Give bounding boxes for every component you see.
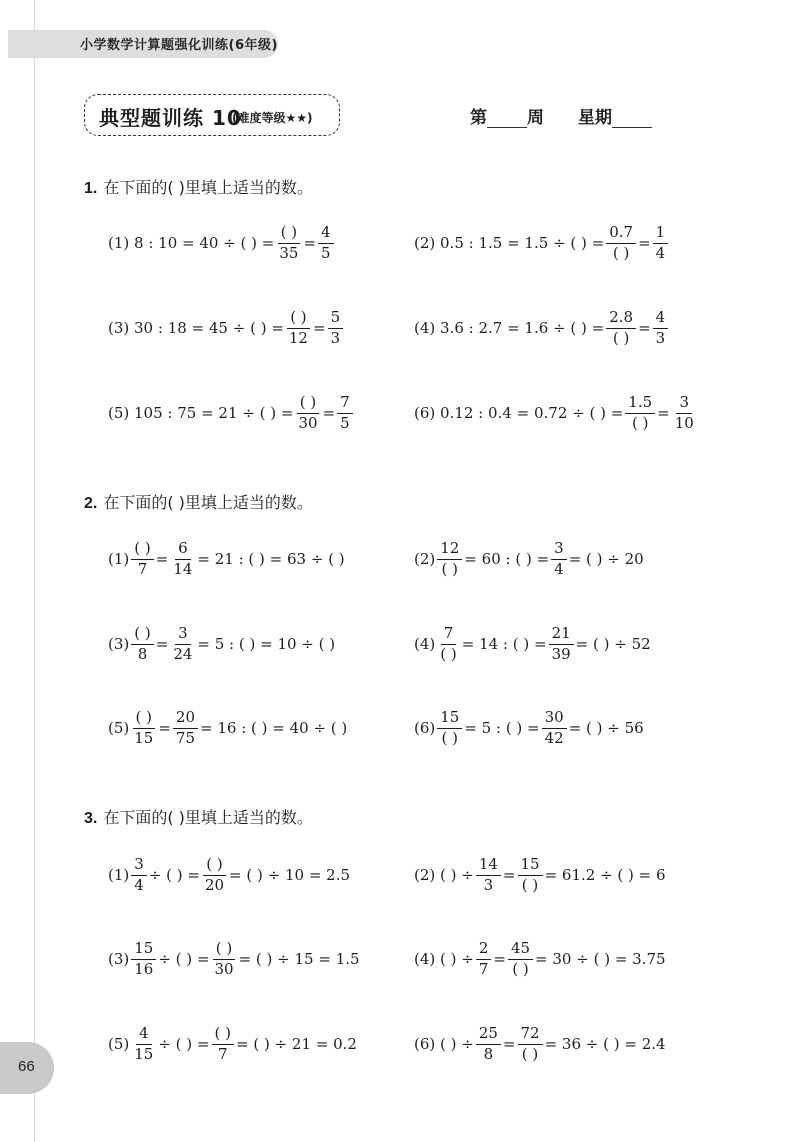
q3-problem-6 — [414, 1018, 666, 1070]
equation-text: (4) 3.6 : 2.7 = 1.6 ÷ ( ) = — [414, 319, 605, 337]
equation-text: = — [155, 635, 169, 653]
denominator: 15 — [134, 1044, 154, 1063]
equation-text: (1) — [108, 550, 130, 568]
denominator: ( ) — [612, 243, 630, 262]
fraction — [170, 540, 195, 578]
equation-text: = ( ) ÷ 21 = 0.2 — [235, 1035, 357, 1053]
book-title: 小学数学计算题强化训练(6年级) — [80, 38, 278, 53]
equation-text: 在下面的( )里填上适当的数。 — [103, 178, 313, 197]
denominator: ( ) — [521, 875, 539, 894]
fraction — [212, 1025, 234, 1063]
numerator: 3 — [551, 540, 567, 559]
numerator: 4 — [136, 1025, 152, 1044]
fraction — [131, 709, 156, 747]
numerator: ( ) — [213, 940, 235, 959]
equation-text: (4) — [414, 635, 436, 653]
denominator: 30 — [298, 413, 318, 432]
denominator: 8 — [483, 1044, 494, 1063]
numerator: ( ) — [203, 856, 225, 875]
numerator: 12 — [437, 540, 462, 559]
numerator: ( ) — [131, 540, 153, 559]
q3-problem-5 — [108, 1018, 357, 1070]
numerator: ( ) — [297, 394, 319, 413]
equation-text: (3) — [108, 635, 130, 653]
equation-text: (5) 105 : 75 = 21 ÷ ( ) = — [108, 404, 294, 422]
numerator: 20 — [173, 709, 198, 728]
denominator: 4 — [655, 243, 666, 262]
q1-problem-1 — [108, 217, 336, 269]
denominator: 4 — [134, 875, 144, 894]
section-1-instruction — [84, 175, 313, 198]
equation-text: (5) — [108, 719, 130, 737]
denominator: ( ) — [441, 559, 459, 578]
denominator: 14 — [173, 559, 193, 578]
fraction — [437, 709, 462, 747]
fraction — [295, 394, 320, 432]
weekday-blank[interactable] — [612, 109, 652, 128]
numerator: 7 — [337, 394, 353, 413]
denominator: 7 — [217, 1044, 228, 1063]
q2-problem-4 — [414, 618, 651, 670]
equation-text: = — [502, 1035, 516, 1053]
denominator: 75 — [175, 728, 196, 747]
numerator: ( ) — [131, 625, 153, 644]
denominator: ( ) — [631, 413, 649, 432]
equation-text: ÷ ( ) = — [148, 866, 200, 884]
denominator: 7 — [478, 959, 489, 978]
exercise-title: 典型题训练 10 — [99, 106, 242, 130]
equation-text: = ( ) ÷ 10 = 2.5 — [229, 866, 351, 884]
numerator: 45 — [508, 940, 533, 959]
page-number: 66 — [18, 1058, 35, 1075]
denominator: 15 — [134, 728, 154, 747]
fraction — [476, 940, 492, 978]
page-spine-line — [34, 0, 35, 1142]
equation-text: = 36 ÷ ( ) = 2.4 — [544, 1035, 666, 1053]
q3-problem-3 — [108, 933, 360, 985]
fraction — [286, 309, 311, 347]
denominator: 24 — [173, 644, 193, 663]
equation-text: = — [303, 234, 317, 252]
equation-text: = — [638, 234, 651, 252]
fraction — [508, 940, 533, 978]
fraction — [131, 1025, 156, 1063]
equation-text: 2. — [84, 495, 98, 512]
denominator: 5 — [321, 243, 331, 262]
fraction — [518, 1025, 543, 1063]
fraction — [518, 856, 543, 894]
week-number-blank[interactable] — [487, 109, 527, 128]
equation-text: (6) — [414, 719, 436, 737]
fraction — [606, 309, 636, 347]
equation-text: = 16 : ( ) = 40 ÷ ( ) — [200, 719, 348, 737]
fraction — [131, 940, 156, 978]
fraction — [212, 940, 237, 978]
numerator: 14 — [476, 856, 501, 875]
fraction — [476, 856, 501, 894]
numerator: 30 — [542, 709, 567, 728]
fraction — [625, 394, 655, 432]
denominator: ( ) — [612, 328, 630, 347]
equation-text: (5) — [108, 1035, 130, 1053]
q3-problem-1 — [108, 849, 350, 901]
equation-text: = 14 : ( ) = — [461, 635, 547, 653]
q1-problem-3 — [108, 302, 345, 354]
numerator: 15 — [131, 940, 156, 959]
equation-text: = — [312, 319, 326, 337]
section-3-instruction — [84, 805, 313, 828]
numerator: 4 — [318, 224, 334, 243]
equation-text: 在下面的( )里填上适当的数。 — [103, 493, 313, 512]
equation-text: = ( ) ÷ 56 — [568, 719, 644, 737]
fraction — [549, 625, 574, 663]
q2-problem-6 — [414, 702, 644, 754]
denominator: 35 — [279, 243, 299, 262]
weekday-label: 星期 — [578, 108, 612, 128]
fraction — [653, 224, 669, 262]
fraction — [131, 856, 147, 894]
equation-text: (3) 30 : 18 = 45 ÷ ( ) = — [108, 319, 284, 337]
numerator: 4 — [653, 309, 669, 328]
denominator: 12 — [288, 328, 308, 347]
numerator: ( ) — [287, 309, 309, 328]
equation-text: = — [502, 866, 516, 884]
equation-text: (6) 0.12 : 0.4 = 0.72 ÷ ( ) = — [414, 404, 624, 422]
equation-text: (2) — [414, 550, 436, 568]
fraction — [672, 394, 697, 432]
q2-problem-3 — [108, 618, 335, 670]
numerator: 3 — [175, 625, 191, 644]
numerator: ( ) — [278, 224, 300, 243]
equation-text: = 5 : ( ) = — [464, 719, 540, 737]
numerator: 21 — [549, 625, 574, 644]
equation-text: ÷ ( ) = — [158, 1035, 210, 1053]
numerator: 72 — [518, 1025, 543, 1044]
numerator: 15 — [518, 856, 543, 875]
numerator: 1.5 — [625, 394, 655, 413]
equation-text: 在下面的( )里填上适当的数。 — [103, 808, 313, 827]
fraction — [276, 224, 301, 262]
equation-text: = ( ) ÷ 52 — [575, 635, 651, 653]
fraction — [170, 625, 195, 663]
equation-text: (6) ( ) ÷ — [414, 1035, 474, 1053]
numerator: 2 — [476, 940, 492, 959]
equation-text: = 60 : ( ) = — [464, 550, 550, 568]
fraction — [202, 856, 227, 894]
denominator: 16 — [134, 959, 154, 978]
section-2-instruction — [84, 490, 313, 513]
q3-problem-4 — [414, 933, 666, 985]
denominator: 10 — [674, 413, 694, 432]
equation-text: (1) 8 : 10 = 40 ÷ ( ) = — [108, 234, 275, 252]
numerator: ( ) — [133, 709, 155, 728]
q2-problem-1 — [108, 533, 345, 585]
q1-problem-4 — [414, 302, 670, 354]
week-day-field — [470, 103, 652, 128]
equation-text: (4) ( ) ÷ — [414, 950, 474, 968]
fraction — [437, 625, 459, 663]
numerator: ( ) — [212, 1025, 234, 1044]
denominator: 7 — [137, 559, 148, 578]
equation-text: = — [657, 404, 670, 422]
equation-text: = — [638, 319, 651, 337]
denominator: 3 — [330, 328, 341, 347]
fraction — [131, 625, 153, 663]
fraction — [542, 709, 567, 747]
denominator: 42 — [544, 728, 564, 747]
denominator: 3 — [483, 875, 494, 894]
equation-text: (3) — [108, 950, 130, 968]
equation-text: = 61.2 ÷ ( ) = 6 — [544, 866, 666, 884]
q1-problem-6 — [414, 387, 699, 439]
q2-problem-2 — [414, 533, 644, 585]
q1-problem-5 — [108, 387, 355, 439]
equation-text: = 30 ÷ ( ) = 3.75 — [535, 950, 666, 968]
numerator: 3 — [676, 394, 692, 413]
denominator: 3 — [655, 328, 666, 347]
numerator: 6 — [175, 540, 191, 559]
denominator: 39 — [551, 644, 571, 663]
numerator: 2.8 — [606, 309, 636, 328]
numerator: 7 — [441, 625, 457, 644]
equation-text: 1. — [84, 180, 98, 197]
equation-text: = — [493, 950, 506, 968]
numerator: 0.7 — [606, 224, 636, 243]
equation-text: = 21 : ( ) = 63 ÷ ( ) — [197, 550, 345, 568]
fraction — [437, 540, 462, 578]
fraction — [328, 309, 344, 347]
fraction — [173, 709, 198, 747]
equation-text: = — [158, 719, 171, 737]
fraction — [653, 309, 669, 347]
equation-text: ÷ ( ) = — [158, 950, 210, 968]
difficulty-level: (难度等级★★) — [232, 111, 313, 125]
week-label-di: 第 — [470, 108, 487, 128]
denominator: ( ) — [521, 1044, 539, 1063]
fraction — [606, 224, 636, 262]
denominator: 5 — [340, 413, 350, 432]
fraction — [551, 540, 567, 578]
equation-text: = ( ) ÷ 15 = 1.5 — [238, 950, 360, 968]
equation-text: (2) 0.5 : 1.5 = 1.5 ÷ ( ) = — [414, 234, 605, 252]
fraction — [131, 540, 153, 578]
numerator: 1 — [653, 224, 669, 243]
fraction — [476, 1025, 501, 1063]
page-number-tab — [0, 1042, 54, 1094]
fraction — [337, 394, 353, 432]
q3-problem-2 — [414, 849, 666, 901]
q2-problem-5 — [108, 702, 347, 754]
equation-text: (2) ( ) ÷ — [414, 866, 474, 884]
denominator: 30 — [214, 959, 234, 978]
equation-text: (1) — [108, 866, 130, 884]
equation-text: = — [155, 550, 169, 568]
numerator: 25 — [476, 1025, 501, 1044]
numerator: 15 — [437, 709, 462, 728]
q1-problem-2 — [414, 217, 670, 269]
denominator: ( ) — [440, 644, 457, 663]
equation-text: = ( ) ÷ 20 — [568, 550, 644, 568]
denominator: 4 — [554, 559, 564, 578]
equation-text: 3. — [84, 810, 98, 827]
week-label-zhou: 周 — [527, 108, 544, 128]
equation-text: = 5 : ( ) = 10 ÷ ( ) — [197, 635, 336, 653]
denominator: ( ) — [441, 728, 459, 747]
numerator: 5 — [328, 309, 344, 328]
numerator: 3 — [131, 856, 147, 875]
fraction — [318, 224, 334, 262]
denominator: 20 — [204, 875, 225, 894]
denominator: ( ) — [512, 959, 529, 978]
denominator: 8 — [137, 644, 148, 663]
equation-text: = — [322, 404, 336, 422]
